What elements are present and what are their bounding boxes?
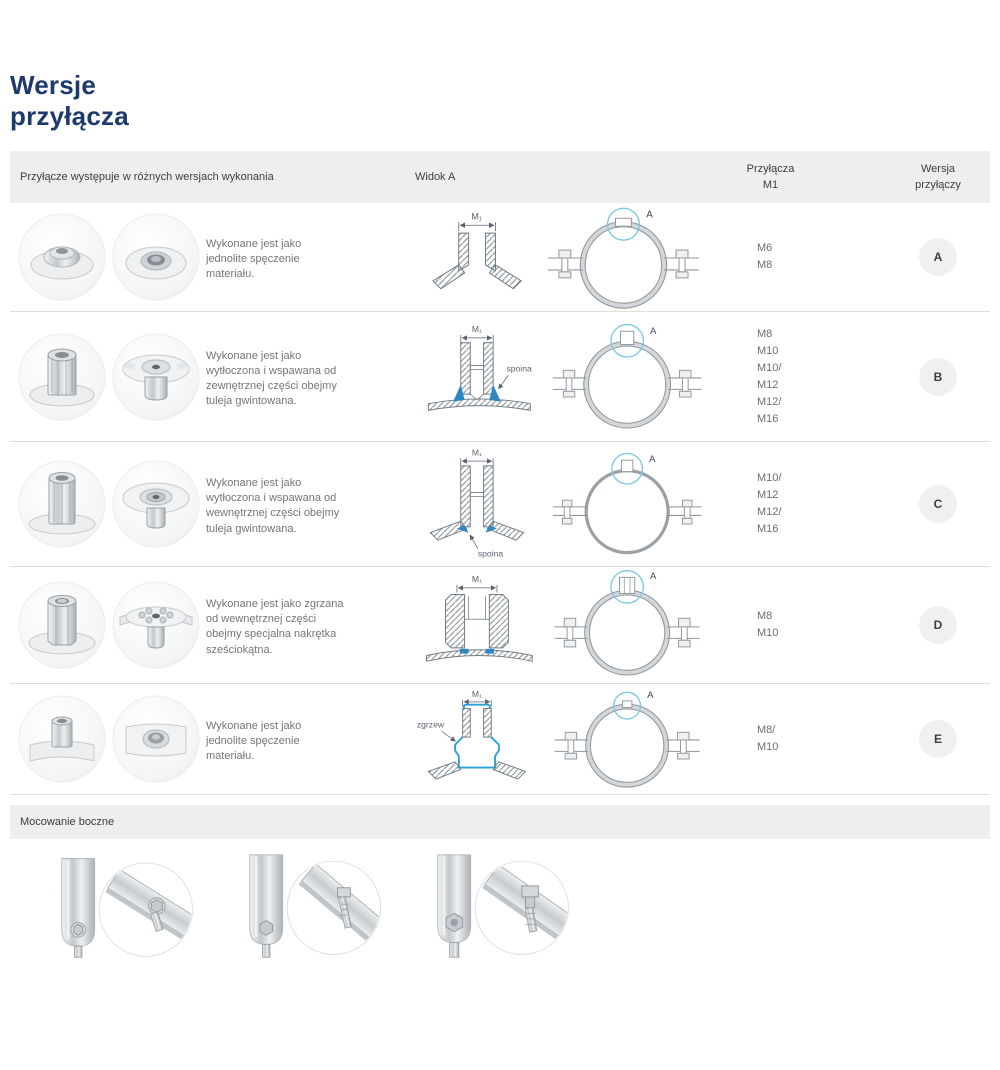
size-item: M8/ xyxy=(757,724,776,737)
row-description: Wykonane jest jako jednolite spęczenie materiału. xyxy=(206,719,302,762)
technical-drawings xyxy=(415,567,705,683)
table-header xyxy=(10,151,990,203)
table-row xyxy=(10,203,990,312)
row-description: Wykonane jest jako jednolite spęczenie materiału. xyxy=(206,237,302,280)
size-item: M10 xyxy=(757,741,779,754)
photo-sleeve-outside-bottom xyxy=(112,333,200,421)
photo-sleeve-outside-side xyxy=(18,333,106,421)
row-description: Wykonane jest jako wytłoczona i wspawana od wewnętrznej części obejmy tuleja gwintowana. xyxy=(206,477,340,535)
thread-sizes xyxy=(705,608,860,642)
cross-section-drawing xyxy=(415,319,543,435)
cross-section-drawing xyxy=(415,444,543,564)
size-item: M10 xyxy=(757,344,779,357)
thread-sizes xyxy=(705,326,860,428)
photo-side-mount-2 xyxy=(226,847,386,987)
header-version-line1: Wersja xyxy=(920,162,956,175)
clamp-view-a-drawing xyxy=(549,321,705,433)
table-row xyxy=(10,312,990,442)
technical-drawings xyxy=(415,203,705,311)
size-item: M8 xyxy=(757,327,773,340)
view-a-marker: A xyxy=(646,209,654,221)
size-item: M12 xyxy=(757,489,779,502)
weld-label: zgrzew xyxy=(416,719,445,730)
view-a-marker: A xyxy=(646,690,654,702)
version-badge: E xyxy=(919,720,957,758)
weld-label: spoina xyxy=(477,548,504,559)
page-title-line2: przyłącza xyxy=(10,100,129,131)
photo-side-mount-1 xyxy=(38,847,198,987)
photo-side-mount-3 xyxy=(414,847,574,987)
view-a-marker: A xyxy=(649,571,657,583)
size-item: M16 xyxy=(757,412,779,425)
size-item: M12/ xyxy=(757,395,782,408)
header-version xyxy=(860,161,990,194)
dimension-label: M₁ xyxy=(471,324,482,335)
product-photos xyxy=(10,460,200,548)
dimension-label: M₁ xyxy=(471,447,482,458)
photo-upset-plate-top xyxy=(112,695,200,783)
size-item: M12 xyxy=(757,378,779,391)
header-sizes-line2: M1 xyxy=(762,179,779,192)
dimension-label: M₁ xyxy=(471,211,482,222)
size-item: M6 xyxy=(757,242,773,255)
row-description: Wykonane jest jako wytłoczona i wspawana od zewnętrznej części obejmy tuleja gwintowana. xyxy=(206,349,337,408)
row-description: Wykonane jest jako zgrzana od wewnętrznej części obejmy specjalna nakrętka sześciokątna. xyxy=(206,598,344,656)
size-item: M12/ xyxy=(757,506,782,519)
photo-hex-nut-side xyxy=(18,581,106,669)
photo-upset-connector-side xyxy=(18,213,106,301)
product-photos xyxy=(10,695,200,783)
size-item: M16 xyxy=(757,523,779,536)
header-sizes-line1: Przyłącza xyxy=(746,162,795,175)
side-mount-photos xyxy=(10,847,990,987)
page-title xyxy=(10,70,990,131)
weld-label: spoina xyxy=(506,363,532,374)
technical-drawings xyxy=(415,444,705,564)
thread-sizes xyxy=(705,470,860,538)
header-description: Przyłącze występuje w różnych wersjach wykonania xyxy=(20,171,274,184)
size-item: M8 xyxy=(757,259,773,272)
size-item: M10/ xyxy=(757,472,782,485)
cross-section-drawing xyxy=(415,571,543,679)
view-a-marker: A xyxy=(649,325,657,337)
size-item: M10/ xyxy=(757,361,782,374)
cross-section-drawing xyxy=(415,207,536,307)
cross-section-drawing xyxy=(415,687,543,791)
photo-sleeve-inside-top xyxy=(112,460,200,548)
version-badge: B xyxy=(919,358,957,396)
catalog-page xyxy=(0,70,1000,987)
header-view-a: Widok A xyxy=(415,171,456,184)
page-title-line1: Wersje xyxy=(10,70,96,100)
photo-upset-connector-top xyxy=(112,213,200,301)
thread-sizes xyxy=(705,240,860,274)
technical-drawings xyxy=(415,684,705,794)
dimension-label: M₁ xyxy=(471,574,482,585)
clamp-view-a-drawing xyxy=(549,567,705,683)
version-badge: C xyxy=(919,485,957,523)
product-photos xyxy=(10,333,200,421)
product-photos xyxy=(10,213,200,301)
section-header-mocowanie-boczne xyxy=(10,805,990,839)
version-badge: A xyxy=(919,238,957,276)
dimension-label: M₁ xyxy=(471,689,482,700)
size-item: M10 xyxy=(757,627,779,640)
size-item: M8 xyxy=(757,610,773,623)
version-badge: D xyxy=(919,606,957,644)
view-a-marker: A xyxy=(648,454,656,466)
thread-sizes xyxy=(705,722,860,756)
header-version-line2: przyłączy xyxy=(915,179,961,192)
product-photos xyxy=(10,581,200,669)
photo-sleeve-inside-side xyxy=(18,460,106,548)
clamp-view-a-drawing xyxy=(542,203,705,311)
section-title: Mocowanie boczne xyxy=(20,816,115,829)
table-row xyxy=(10,684,990,795)
table-row xyxy=(10,442,990,567)
clamp-view-a-drawing xyxy=(549,684,705,794)
photo-upset-plate-side xyxy=(18,695,106,783)
clamp-view-a-drawing xyxy=(549,448,705,560)
header-sizes xyxy=(705,161,860,194)
technical-drawings xyxy=(415,319,705,435)
photo-hex-nut-under-plate xyxy=(112,581,200,669)
table-row xyxy=(10,567,990,684)
